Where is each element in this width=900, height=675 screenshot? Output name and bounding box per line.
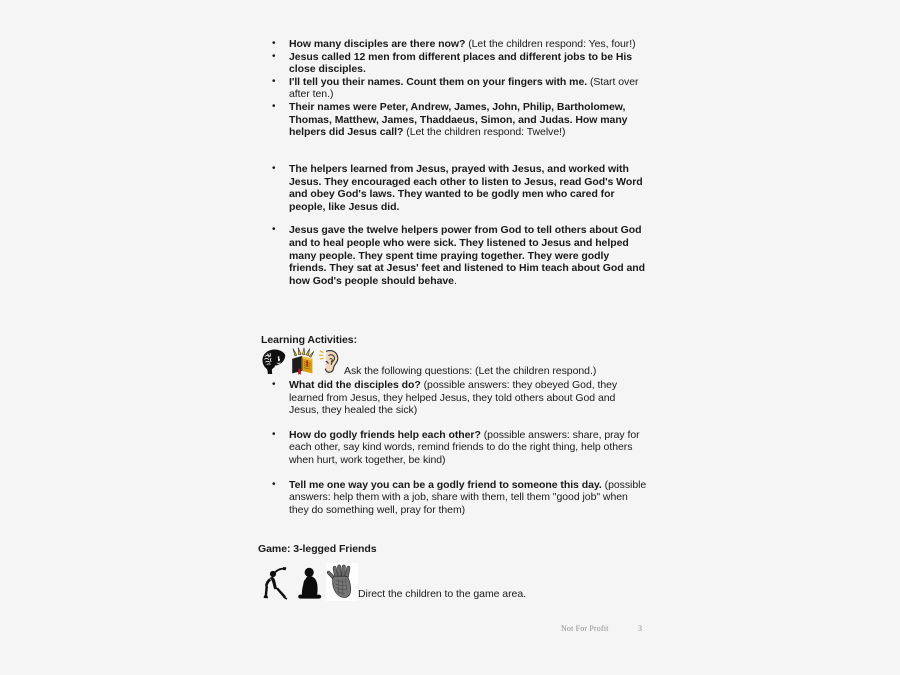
list-item-regular-text: . (453, 274, 457, 287)
footer-label: Not For Profit (561, 624, 609, 633)
list-item-regular-text: (possible answers: they obeyed God, they learned from Jesus, they helped Jesus, they told others about God and Jesus, they healed the sick) (289, 379, 618, 417)
list-item (269, 379, 647, 417)
open-book-icon (288, 347, 318, 377)
bullet-glyph: • (272, 163, 276, 174)
learning-activities-bullet-list (269, 379, 647, 528)
head-brain-icon (259, 347, 289, 377)
bullet-glyph: • (272, 224, 276, 236)
list-item (269, 38, 649, 51)
list-item-regular-text: (Let the children respond: Twelve!) (403, 126, 566, 139)
list-item (269, 163, 645, 213)
learning-activities-icon-row (259, 347, 346, 377)
ask-questions-note: Ask the following questions: (Let the children respond.) (344, 365, 597, 377)
list-item (269, 429, 647, 467)
list-item-bold-text: The helpers learned from Jesus, prayed with Jesus, and worked with Jesus. They encouraged each other to listen to Jesus, read God's Word and obey God's laws. They wanted to be godly men who cared for people, like Jesus did. (289, 163, 643, 213)
bullet-glyph: • (272, 75, 276, 87)
list-item-regular-text: (possible answers: share, pray for each other, say kind words, remind friends to do the right thing, help others when hurt, work together, be kind) (289, 428, 640, 466)
list-item-bold-text: Their names were Peter, Andrew, James, John, Philip, Bartholomew, Thomas, Matthew, James, Thaddaeus, Simon, and Judas. How many helpers did Jesus call? (289, 100, 628, 139)
kneeling-praying-person-icon (295, 565, 325, 601)
list-item-bold-text: How many disciples are there now? (289, 38, 466, 50)
list-item-bold-text: Jesus gave the twelve helpers power from God to tell others about God and to heal people who were sick. They listened to Jesus and helped many people. They spent time praying together. They were godly friends. They sat at Jesus' feet and listened to Him teach about God and how God's people should behave (289, 224, 645, 287)
bullet-glyph: • (272, 38, 276, 49)
list-item (269, 479, 647, 517)
story-bullet-list-a (269, 38, 649, 139)
bullet-glyph: • (272, 478, 276, 490)
bullet-glyph: • (272, 50, 276, 62)
list-item-bold-text: I'll tell you their names. Count them on your fingers with me. (289, 75, 588, 88)
list-item-bold-text: How do godly friends help each other? (289, 428, 481, 441)
footer-page-number: 3 (638, 624, 643, 633)
list-item-regular-text: (possible answers: help them with a job, share with them, tell them "good job" when they do something well, pray for them) (289, 478, 647, 516)
bullet-glyph: • (272, 100, 276, 112)
list-item-bold-text: Tell me one way you can be a godly friend to someone this day. (289, 478, 602, 491)
stretching-person-icon (261, 565, 293, 601)
hand-print-icon (326, 563, 358, 601)
game-icon-row (261, 563, 358, 601)
list-item-regular-text: (Start over after ten.) (289, 75, 639, 101)
list-item (269, 51, 649, 76)
game-heading: Game: 3-legged Friends (258, 543, 377, 555)
list-item-bold-text: Jesus called 12 men from different places and different jobs to be His close disciples. (289, 50, 633, 76)
bullet-glyph: • (272, 379, 276, 390)
list-item (269, 224, 645, 287)
list-item-regular-text: (Let the children respond: Yes, four!) (465, 38, 636, 50)
game-area-note: Direct the children to the game area. (358, 588, 526, 600)
list-item (269, 101, 649, 139)
list-item (269, 76, 649, 101)
list-item-bold-text: What did the disciples do? (289, 379, 421, 391)
story-bullet-list-b (269, 163, 645, 298)
learning-activities-heading: Learning Activities: (261, 334, 358, 346)
ear-icon (316, 347, 346, 377)
bullet-glyph: • (272, 428, 276, 440)
